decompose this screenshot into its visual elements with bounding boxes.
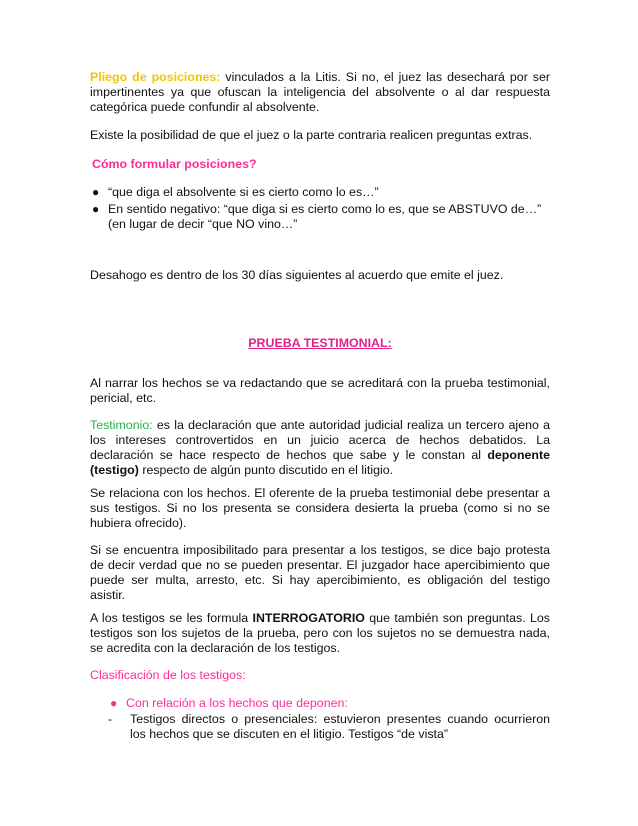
term-testigo: (testigo) bbox=[90, 463, 139, 477]
list-item: ● “que diga el absolvente si es cierto como lo es…” bbox=[92, 185, 379, 199]
paragraph-imposibilitado: Si se encuentra imposibilitado para presentar a los testigos, se dice bajo protesta de decir verdad que no se pueden presentar. El juzgador hace apercibimiento que puede ser multa, arresto, etc. Si hay apercibimiento, es obligación del testigo asistir. bbox=[90, 543, 550, 602]
label-pliego: Pliego de posiciones: bbox=[90, 70, 221, 84]
term-deponente: deponente bbox=[487, 448, 550, 462]
bullet-list-posiciones bbox=[90, 185, 550, 232]
paragraph-testimonio: Testimonio: es la declaración que ante autoridad judicial realiza un tercero ajeno a los intereses controvertidos en un juicio acerca de hechos debatidos. La declaración se hace respecto de hechos que sabe y le constan al deponente (testigo) respecto de algún punto discutido en el litigio. bbox=[90, 418, 550, 477]
paragraph-desahogo: Desahogo es dentro de los 30 días siguientes al acuerdo que emite el juez. bbox=[90, 268, 504, 282]
heading-clasificacion: Clasificación de los testigos: bbox=[90, 668, 246, 682]
dash-item-testigos-directos: - Testigos directos o presenciales: estuvieron presentes cuando ocurrieron los hechos que se discuten en el litigio. Testigos “de vista” bbox=[108, 712, 550, 741]
term-interrogatorio: INTERROGATORIO bbox=[252, 611, 365, 625]
bullet-icon: ● bbox=[92, 185, 100, 199]
paragraph-pliego bbox=[90, 70, 550, 115]
text-pliego: vinculados a la Litis. Si no, el juez las desechará por ser impertinentes ya que ofuscan la inteligencia del absolvente o al dar respuesta categórica puede confundir al absolvente. bbox=[90, 70, 550, 114]
label-testimonio: Testimonio: bbox=[90, 418, 153, 432]
title-prueba-testimonial: PRUEBA TESTIMONIAL: bbox=[248, 336, 392, 351]
heading-como-formular: Cómo formular posiciones? bbox=[92, 157, 257, 171]
paragraph-posibilidad: Existe la posibilidad de que el juez o la parte contraria realicen preguntas extras. bbox=[90, 128, 533, 142]
bullet-icon: ● bbox=[92, 202, 100, 216]
paragraph-interrogatorio: A los testigos se les formula INTERROGATORIO que también son preguntas. Los testigos son los sujetos de la prueba, pero con los sujetos no se demuestra nada, se acredita con la declaración de los testigos. bbox=[90, 611, 550, 655]
bullet-list-clasificacion bbox=[108, 696, 550, 711]
dash-icon: - bbox=[108, 712, 113, 726]
paragraph-relaciona: Se relaciona con los hechos. El oferente de la prueba testimonial debe presentar a sus testigos. Si no los presenta se considera desierta la prueba (como si no se hubiera ofrecido). bbox=[90, 486, 550, 530]
list-item: ● Con relación a los hechos que deponen: bbox=[110, 696, 348, 710]
list-item: ● En sentido negativo: “que diga si es cierto como lo es, que se ABSTUVO de…” (en lugar de decir “que NO vino…” bbox=[92, 202, 542, 231]
bullet-icon: ● bbox=[110, 696, 118, 710]
paragraph-narrar: Al narrar los hechos se va redactando que se acreditará con la prueba testimonial, pericial, etc. bbox=[90, 376, 550, 405]
